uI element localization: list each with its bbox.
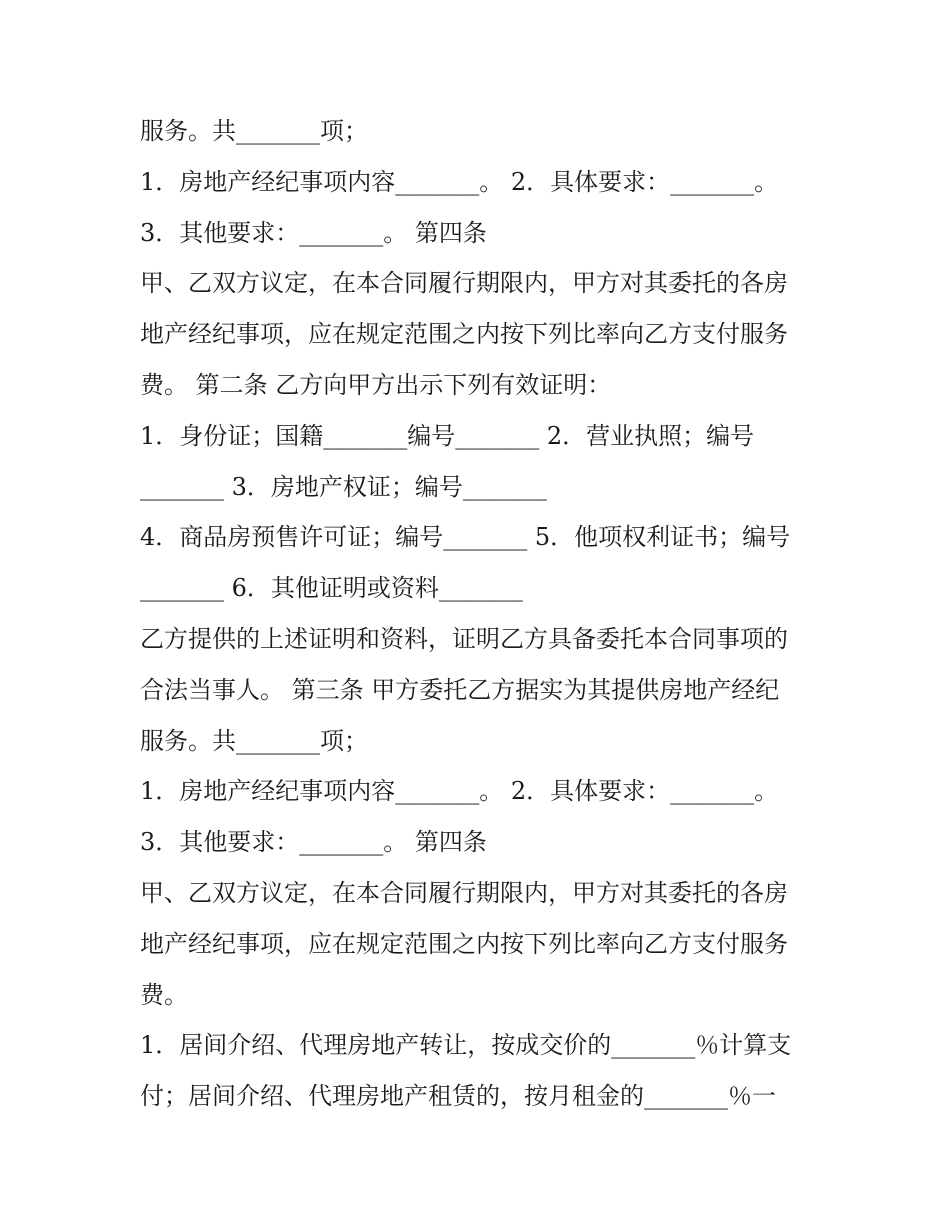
text-line: 1．房地产经纪事项内容_______。 2．具体要求：_______。 xyxy=(140,777,779,806)
text-line: _______ 6．其他证明或资料_______ xyxy=(140,574,523,603)
text-line: 服务。共_______项； xyxy=(140,726,368,755)
text-line: 地产经纪事项，应在规定范围之内按下列比率向乙方支付服务 xyxy=(140,320,788,349)
text-line: 1．居间介绍、代理房地产转让，按成交价的_______％计算支 xyxy=(140,1031,792,1060)
text-line: 合法当事人。 第三条 甲方委托乙方据实为其提供房地产经纪 xyxy=(140,675,780,704)
text-line: 地产经纪事项，应在规定范围之内按下列比率向乙方支付服务 xyxy=(140,929,788,958)
text-line: 费。 第二条 乙方向甲方出示下列有效证明： xyxy=(140,370,612,399)
text-line: 3．其他要求：_______。 第四条 xyxy=(140,828,487,857)
text-line: 乙方提供的上述证明和资料，证明乙方具备委托本合同事项的 xyxy=(140,624,788,653)
text-line: 1．身份证；国籍_______编号_______ 2．营业执照；编号 xyxy=(140,421,755,450)
text-line: 付；居间介绍、代理房地产租赁的，按月租金的_______％一 xyxy=(140,1082,776,1111)
text-line: 甲、乙双方议定，在本合同履行期限内，甲方对其委托的各房 xyxy=(140,878,788,907)
text-line: 甲、乙双方议定，在本合同履行期限内，甲方对其委托的各房 xyxy=(140,269,788,298)
text-line: 3．其他要求：_______。 第四条 xyxy=(140,218,487,247)
text-line: 4．商品房预售许可证；编号_______ 5．他项权利证书；编号 xyxy=(140,523,791,552)
text-line: 费。 xyxy=(140,980,188,1009)
text-line: 服务。共_______项； xyxy=(140,117,368,145)
document-body xyxy=(140,106,820,1122)
text-line: _______ 3．房地产权证；编号_______ xyxy=(140,472,547,501)
text-line: 1．房地产经纪事项内容_______。 2．具体要求：_______。 xyxy=(140,167,779,196)
